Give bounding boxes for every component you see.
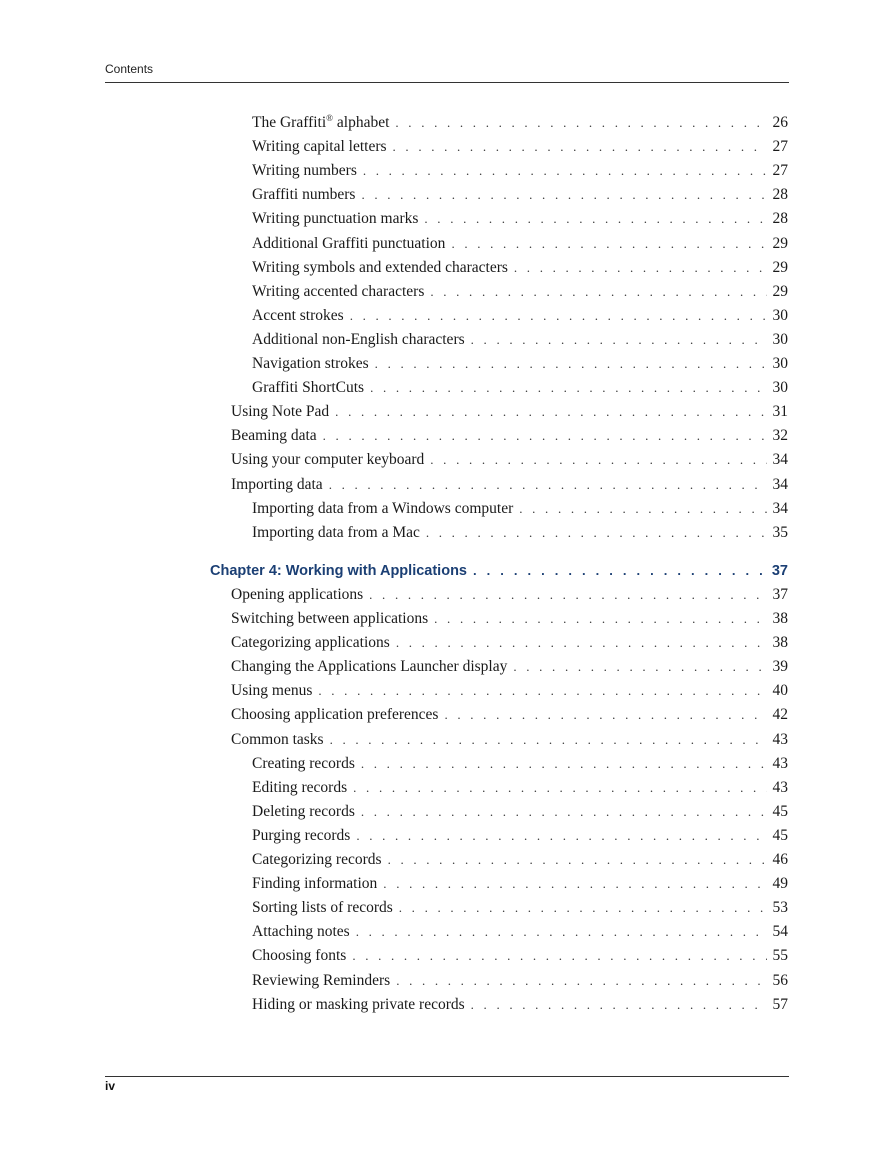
running-header: Contents [105, 62, 154, 76]
toc-entry[interactable] [252, 824, 788, 848]
toc-entry[interactable] [252, 776, 788, 800]
toc-entry[interactable] [252, 256, 788, 280]
dot-leader [370, 376, 766, 400]
dot-leader [361, 752, 767, 776]
toc-entry-page: 57 [772, 995, 788, 1013]
dot-leader [514, 256, 767, 280]
toc-entry[interactable] [252, 159, 788, 183]
toc-entry-title: Accent strokes [252, 306, 344, 324]
toc-entry-page: 32 [772, 427, 788, 445]
dot-leader [451, 232, 766, 256]
toc-entry-page: 43 [772, 778, 788, 796]
toc-entry-page: 54 [772, 923, 788, 941]
dot-leader [350, 304, 767, 328]
dot-leader [396, 631, 767, 655]
toc-entry-title: Changing the Applications Launcher display [231, 658, 508, 676]
dot-leader [513, 655, 766, 679]
dot-leader [430, 280, 766, 304]
dot-leader [353, 776, 766, 800]
toc-entry[interactable] [252, 896, 788, 920]
toc-entry-title: Using Note Pad [231, 403, 330, 421]
toc-entry-page: 29 [772, 234, 788, 252]
dot-leader [519, 497, 766, 521]
toc-entry[interactable] [252, 232, 788, 256]
dot-leader [369, 583, 766, 607]
toc-entry-title: Navigation strokes [252, 355, 369, 372]
toc-entry[interactable] [252, 993, 788, 1017]
toc-entry-page: 27 [772, 138, 788, 156]
toc-entry-page: 37 [771, 562, 788, 579]
toc-entry-page: 30 [772, 330, 788, 348]
dot-leader [395, 111, 766, 135]
toc-entry-page: 53 [772, 899, 788, 917]
toc-entry[interactable] [231, 448, 788, 472]
registered-mark: ® [326, 112, 334, 123]
toc-entry[interactable] [252, 304, 788, 328]
toc-entry[interactable] [231, 583, 788, 607]
toc-entry-title: Purging records [252, 826, 351, 844]
toc-entry[interactable] [252, 920, 788, 944]
toc-entry-title: Writing capital letters [252, 138, 387, 156]
dot-leader [363, 159, 767, 183]
toc-entry[interactable] [252, 969, 788, 993]
toc-entry[interactable] [252, 848, 788, 872]
toc-entry-page: 43 [772, 754, 788, 772]
toc-entry-page: 26 [772, 114, 788, 131]
toc-entry-page: 45 [772, 802, 788, 820]
toc-entry[interactable] [252, 376, 788, 400]
toc-entry-title: Opening applications [231, 585, 364, 603]
toc-entry-title: Graffiti ShortCuts [252, 379, 365, 397]
toc-entry-page: 29 [772, 282, 788, 300]
toc-entry-page: 43 [772, 730, 788, 748]
toc-entry-title: Choosing fonts [252, 947, 347, 965]
toc-entry[interactable] [252, 280, 788, 304]
toc-entry-title [252, 111, 389, 135]
toc-entry-page: 38 [772, 610, 788, 627]
toc-entry-page: 45 [772, 826, 788, 844]
dot-leader [399, 896, 767, 920]
dot-leader [361, 183, 766, 207]
toc-entry[interactable] [252, 752, 788, 776]
dot-leader [361, 800, 767, 824]
dot-leader [329, 473, 767, 497]
toc-entry-page: 56 [772, 971, 788, 989]
toc-entry-title: Switching between applications [231, 610, 429, 627]
toc-entry-page: 30 [772, 306, 788, 324]
toc-entry-page: 46 [772, 851, 788, 868]
toc-entry-title: Choosing application preferences [231, 706, 439, 724]
toc-entry-title: Reviewing Reminders [252, 971, 391, 989]
toc-entry[interactable] [252, 521, 788, 545]
toc-entry-title: Attaching notes [252, 923, 350, 941]
toc-entry-title: Hiding or masking private records [252, 995, 465, 1013]
toc-entry-page: 34 [772, 475, 788, 493]
toc-entry[interactable] [231, 655, 788, 679]
toc-entry[interactable] [252, 872, 788, 896]
toc-entry-title-text: alphabet [333, 114, 390, 131]
toc-entry-page: 27 [772, 162, 788, 180]
toc-entry[interactable] [231, 400, 788, 424]
toc-entry[interactable] [231, 424, 788, 448]
header-rule [105, 82, 789, 83]
toc-entry-title: Deleting records [252, 802, 355, 820]
toc-entry-title: Writing punctuation marks [252, 210, 419, 228]
toc-entry-title: Graffiti numbers [252, 186, 356, 204]
toc-entry-title: Additional non-English characters [252, 330, 465, 348]
toc-entry-title: Importing data from a Mac [252, 523, 420, 541]
dot-leader [352, 944, 766, 968]
dot-leader [318, 679, 766, 703]
toc-chapter-entry[interactable] [210, 559, 788, 583]
dot-leader [323, 424, 767, 448]
toc-entry-page: 30 [772, 379, 788, 397]
toc-entry-page: 28 [772, 186, 788, 204]
toc-entry-title: Common tasks [231, 730, 324, 748]
toc-entry-title: Using your computer keyboard [231, 451, 425, 469]
dot-leader [430, 448, 766, 472]
dot-leader [473, 559, 766, 583]
dot-leader [335, 400, 766, 424]
dot-leader [434, 607, 766, 631]
toc-entry-title: Importing data [231, 475, 323, 493]
toc-entry-page: 38 [772, 634, 788, 652]
toc-entry-page: 55 [772, 947, 788, 965]
toc-entry-title: Editing records [252, 778, 348, 796]
dot-leader [471, 328, 767, 352]
dot-leader [424, 207, 766, 231]
dot-leader [388, 848, 767, 872]
toc-entry-title: Sorting lists of records [252, 899, 393, 917]
dot-leader [444, 703, 766, 727]
toc-entry-page: 40 [772, 682, 788, 700]
toc-entry-page: 34 [772, 451, 788, 469]
toc-entry[interactable] [231, 631, 788, 655]
toc-entry-page: 30 [772, 355, 788, 372]
toc-entry[interactable] [252, 183, 788, 207]
dot-leader [330, 728, 767, 752]
toc-entry[interactable] [231, 473, 788, 497]
dot-leader [375, 352, 767, 376]
dot-leader [356, 824, 766, 848]
dot-leader [471, 993, 767, 1017]
toc-entry-title: Importing data from a Windows computer [252, 499, 514, 517]
dot-leader [356, 920, 767, 944]
toc-entry-title: Writing symbols and extended characters [252, 258, 508, 276]
toc-entry-title: Writing accented characters [252, 282, 425, 300]
toc-entry-page: 35 [772, 523, 788, 541]
toc-entry[interactable] [252, 207, 788, 231]
toc-entry[interactable] [252, 497, 788, 521]
toc-entry[interactable] [231, 728, 788, 752]
toc-entry-title: Finding information [252, 875, 378, 893]
toc-entry[interactable] [252, 944, 788, 968]
toc-entry[interactable] [231, 607, 788, 631]
toc-entry-title-text: The Graffiti [252, 114, 327, 131]
toc-entry-title: Beaming data [231, 427, 317, 445]
page-number: iv [105, 1079, 116, 1093]
toc-entry-title: Additional Graffiti punctuation [252, 234, 446, 252]
dot-leader [396, 969, 766, 993]
toc-entry-page: 39 [772, 658, 788, 676]
toc-entry-title: Writing numbers [252, 162, 357, 180]
toc-entry[interactable] [252, 352, 788, 376]
toc-entry[interactable] [252, 111, 788, 135]
toc-entry-title: Creating records [252, 754, 355, 772]
dot-leader [426, 521, 767, 545]
toc-entry-title: Categorizing records [252, 851, 382, 868]
toc-entry-page: 28 [772, 210, 788, 228]
toc-entry[interactable] [231, 679, 788, 703]
toc-entry[interactable] [231, 703, 788, 727]
toc-entry-page: 42 [772, 706, 788, 724]
toc-entry-page: 49 [772, 875, 788, 893]
dot-leader [383, 872, 766, 896]
toc-entry[interactable] [252, 135, 788, 159]
toc-entry-page: 37 [772, 585, 788, 603]
toc-entry-title: Chapter 4: Working with Applications [210, 562, 467, 579]
toc-entry-page: 34 [772, 499, 788, 517]
toc-entry-title: Using menus [231, 682, 313, 700]
toc-entry-page: 29 [772, 258, 788, 276]
toc-entry-page: 31 [772, 403, 788, 421]
dot-leader [393, 135, 767, 159]
footer-rule [105, 1076, 789, 1077]
toc-entry[interactable] [252, 800, 788, 824]
toc-entry[interactable] [252, 328, 788, 352]
toc-entry-title: Categorizing applications [231, 634, 390, 652]
